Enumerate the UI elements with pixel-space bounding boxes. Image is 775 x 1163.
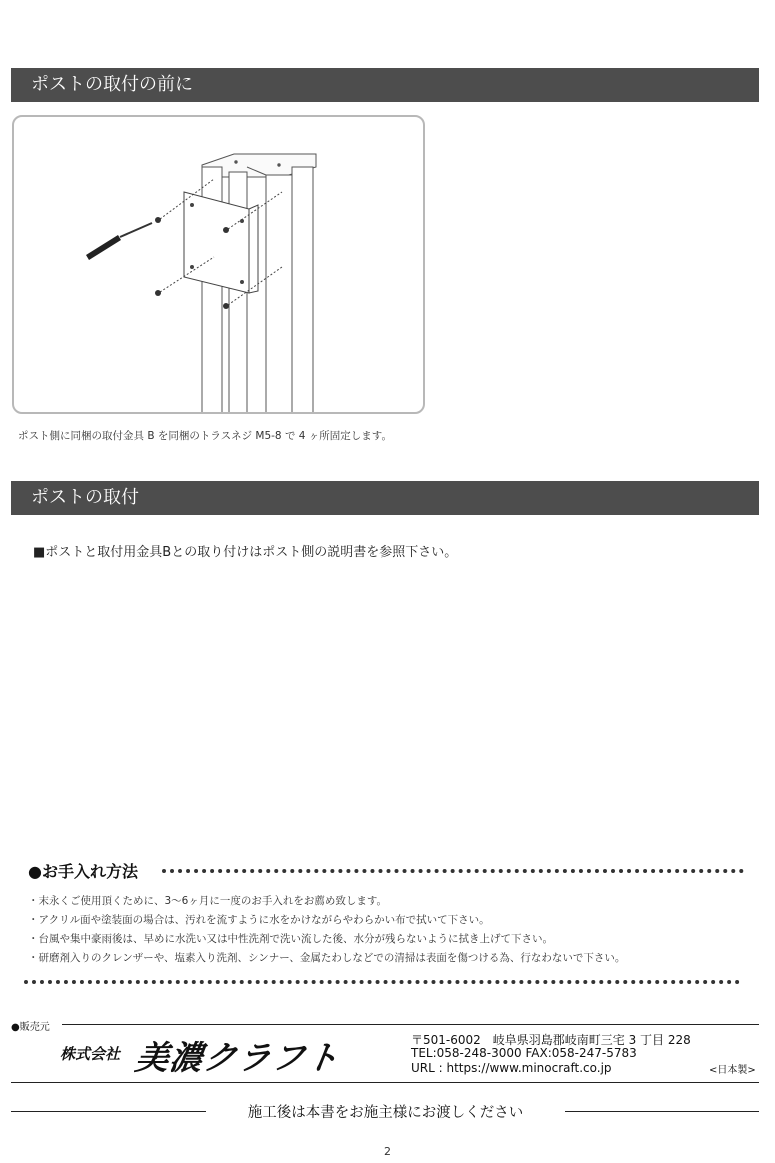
- divider: [11, 1082, 759, 1083]
- bracket-mounting-diagram: [14, 117, 423, 412]
- company-logo: 美濃クラフト: [132, 1038, 343, 1077]
- dotted-divider: [24, 980, 740, 984]
- list-item: ・研磨剤入りのクレンザーや、塩素入り洗剤、シンナー、金属たわしなどでの清掃は表面を傷つける為、行なわないで下さい。: [28, 952, 626, 964]
- divider: [62, 1024, 759, 1025]
- screwdriver-icon: [86, 223, 152, 260]
- divider: [11, 1111, 206, 1112]
- care-title: ●お手入れ方法: [28, 862, 138, 881]
- section-title: ポストの取付の前に: [31, 74, 193, 95]
- company-url: URL : https://www.minocraft.co.jp: [411, 1061, 612, 1075]
- figure-caption: ポスト側に同梱の取付金具 B を同梱のトラスネジ M5-8 で 4 ヶ所固定します。: [18, 430, 392, 442]
- section-title: ポストの取付: [31, 487, 139, 508]
- list-item: ・アクリル面や塗装面の場合は、汚れを流すように水をかけながらやわらかい布で拭いて下さい。: [28, 914, 490, 926]
- page-number: 2: [384, 1145, 391, 1158]
- dotted-divider: [162, 869, 744, 873]
- section-header-install: [11, 481, 759, 515]
- install-illustration: [12, 115, 425, 414]
- divider: [565, 1111, 759, 1112]
- section-header-before-install: [11, 68, 759, 102]
- list-item: ・台風や集中豪雨後は、早めに水洗い又は中性洗剤で洗い流した後、水分が残らないように拭き上げて下さい。: [28, 933, 553, 945]
- company-prefix: 株式会社: [60, 1045, 121, 1063]
- seller-label: ●販売元: [11, 1022, 50, 1033]
- made-in-label: <日本製>: [709, 1065, 756, 1076]
- company-phone-fax: TEL:058-248-3000 FAX:058-247-5783: [411, 1046, 637, 1060]
- handover-message: 施工後は本書をお施主様にお渡しください: [247, 1105, 524, 1121]
- company-address: 〒501-6002 岐阜県羽島郡岐南町三宅 3 丁目 228: [411, 1033, 691, 1047]
- list-item: ・末永くご使用頂くために、3〜6ヶ月に一度のお手入れをお薦め致します。: [28, 895, 388, 907]
- install-instruction: ■ポストと取付用金具Bとの取り付けはポスト側の説明書を参照下さい。: [33, 545, 458, 560]
- care-list: [28, 892, 625, 968]
